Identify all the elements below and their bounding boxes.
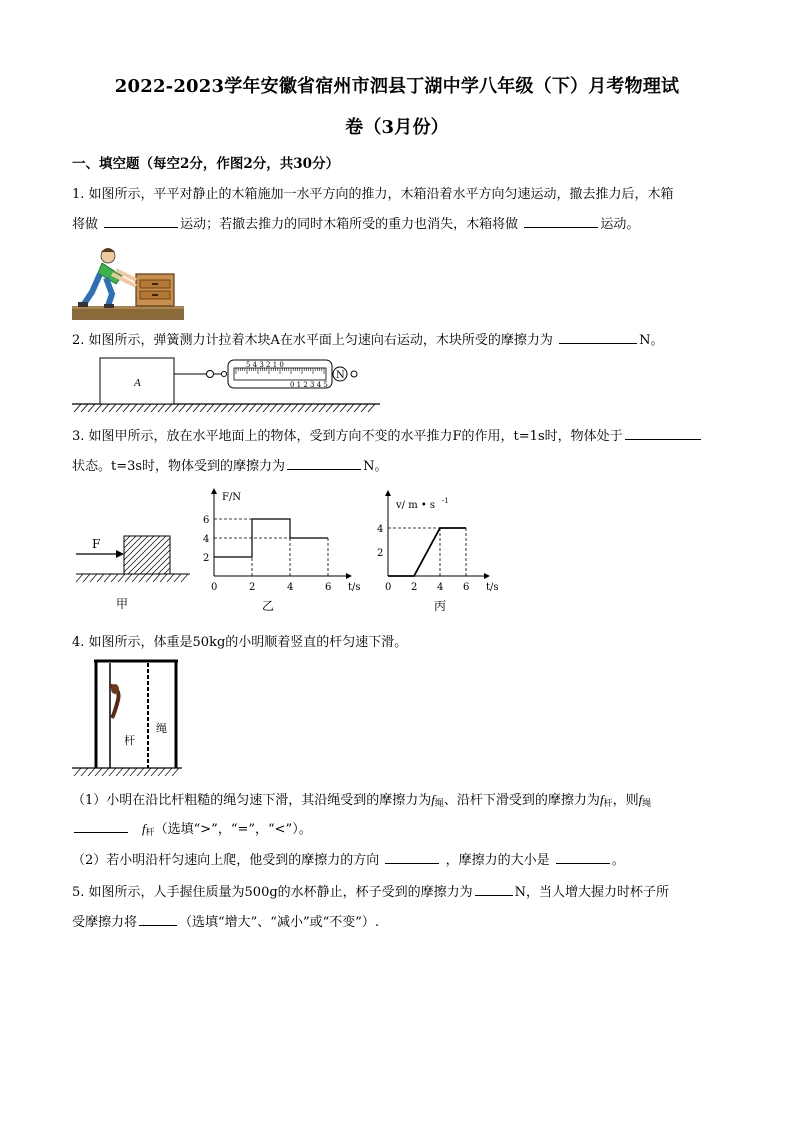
ground-hatch — [181, 574, 188, 582]
q3-fig-jia — [72, 530, 192, 614]
ground-hatch — [298, 404, 305, 412]
q3-line1: 3. 如图甲所示，放在水平地面上的物体，受到方向不变的水平推力F的作用，t=1s时，物体处于 — [72, 425, 703, 444]
y-tick-label: 2 — [377, 548, 384, 559]
ground-hatch — [284, 404, 291, 412]
x-tick-label: 6 — [463, 582, 470, 593]
ground-hatch — [90, 574, 97, 582]
scale-label-left: 5 4 3 2 1 0 — [246, 361, 284, 369]
newton-label: N — [336, 370, 345, 381]
ground-hatch — [102, 404, 109, 412]
ground-hatch — [97, 574, 104, 582]
x-axis-arrow — [484, 573, 490, 579]
ground-hatch — [214, 404, 221, 412]
x-tick-label: 2 — [249, 582, 256, 593]
ground-hatch — [109, 768, 116, 776]
ground-hatch — [270, 404, 277, 412]
ground-hatch — [130, 768, 137, 776]
ground-hatch — [111, 574, 118, 582]
ground-hatch — [88, 768, 95, 776]
x-tick-label: 0 — [385, 582, 392, 593]
ground-hatch — [158, 768, 165, 776]
ground-hatch — [81, 768, 88, 776]
ground-hatch — [340, 404, 347, 412]
ground-hatch — [153, 574, 160, 582]
ground-hatch — [116, 404, 123, 412]
answer-blank[interactable] — [625, 427, 701, 440]
chart-caption: 丙 — [434, 599, 447, 613]
caption-jia: 甲 — [116, 597, 129, 611]
y-axis-arrow — [211, 488, 217, 494]
ground-hatch — [76, 574, 83, 582]
ground-hatch — [305, 404, 312, 412]
x-tick-label: 4 — [287, 582, 294, 593]
q3-chart-bing — [372, 484, 512, 616]
ground-hatch — [172, 404, 179, 412]
ground-hatch — [207, 404, 214, 412]
ground-hatch — [137, 768, 144, 776]
ground-hatch — [174, 574, 181, 582]
x-axis-label: t/s — [486, 582, 499, 593]
answer-blank[interactable] — [385, 851, 439, 864]
q3-line2: 状态。t=3s时，物体受到的摩擦力为 N。 — [72, 459, 388, 474]
ground-hatch — [118, 574, 125, 582]
ground-hatch — [160, 574, 167, 582]
y-tick-label: 6 — [203, 515, 210, 526]
ground-hatch — [104, 574, 111, 582]
ground-hatch — [74, 768, 81, 776]
ground-hatch — [102, 768, 109, 776]
ground-hatch — [137, 404, 144, 412]
ground-hatch — [186, 404, 193, 412]
ground-hatch — [165, 404, 172, 412]
ground-hatch — [361, 404, 368, 412]
q5-line2: 受摩擦力将 （选填“增大”、“减小”或“不变”）. — [72, 915, 380, 930]
q3-chart-yi — [196, 484, 364, 616]
ground-hatch — [116, 768, 123, 776]
x-tick-label: 0 — [211, 582, 218, 593]
q4-p1-line2: $f_杆$（选填“>”，“=”，“<”）。 — [72, 818, 312, 838]
section-heading: 一、填空题（每空2分，作图2分，共30分） — [72, 156, 340, 172]
ground-hatch — [146, 574, 153, 582]
ground-hatch — [263, 404, 270, 412]
ground-hatch — [132, 574, 139, 582]
y-axis-label: v/ m • s — [396, 500, 436, 511]
ground-hatch — [200, 404, 207, 412]
answer-blank[interactable] — [139, 913, 177, 926]
ground-hatch — [167, 574, 174, 582]
x-tick-label: 4 — [437, 582, 444, 593]
ground-hatch — [165, 768, 172, 776]
y-tick-label: 2 — [203, 553, 210, 564]
q1-figure — [72, 240, 184, 320]
series-line — [388, 528, 466, 576]
x-tick-label: 2 — [411, 582, 418, 593]
ground-hatch — [193, 404, 200, 412]
ground-hatch — [249, 404, 256, 412]
ground-hatch — [151, 768, 158, 776]
ground-hatch — [95, 768, 102, 776]
page-title: 2022-2023学年安徽省宿州市泗县丁湖中学八年级（下）月考物理试 — [114, 76, 680, 97]
ground-hatch — [228, 404, 235, 412]
ground-hatch — [158, 404, 165, 412]
answer-blank[interactable] — [74, 820, 128, 833]
ground-hatch — [81, 404, 88, 412]
y-axis-label: F/N — [222, 492, 242, 503]
ground-hatch — [74, 404, 81, 412]
scale-label-right: 0 1 2 3 4 5 — [290, 381, 328, 389]
rope-label: 绳 — [156, 722, 167, 735]
answer-blank[interactable] — [475, 883, 513, 896]
y-tick-label: 4 — [203, 534, 210, 545]
y-tick-label: 4 — [377, 524, 384, 535]
chart-caption: 乙 — [262, 599, 275, 613]
answer-blank[interactable] — [524, 215, 598, 228]
ground-hatch — [88, 404, 95, 412]
ground-hatch — [256, 404, 263, 412]
ground-hatch — [125, 574, 132, 582]
q2-figure — [72, 352, 384, 414]
ground-hatch — [235, 404, 242, 412]
q4-p1-line1: （1）小明在沿比杆粗糙的绳匀速下滑，其沿绳受到的摩擦力为$f_绳$、沿杆下滑受到的摩擦力为$f_杆$，则$f_绳$ — [72, 792, 652, 809]
ground-hatch — [277, 404, 284, 412]
x-axis-arrow — [346, 573, 352, 579]
q4-line1: 4. 如图所示，体重是50kg的小明顺着竖直的杆匀速下滑。 — [72, 635, 408, 650]
block-a-label: A — [134, 377, 141, 389]
q4-p2: （2）若小明沿杆匀速向上爬，他受到的摩擦力的方向 ，摩擦力的大小是 。 — [72, 853, 625, 868]
answer-blank[interactable] — [559, 331, 637, 344]
q4-figure — [72, 656, 184, 776]
ground-hatch — [139, 574, 146, 582]
answer-blank[interactable] — [556, 851, 610, 864]
ground-hatch — [333, 404, 340, 412]
ground-hatch — [291, 404, 298, 412]
ground-hatch — [354, 404, 361, 412]
ground-hatch — [221, 404, 228, 412]
ground-hatch — [179, 404, 186, 412]
ground-hatch — [368, 404, 375, 412]
answer-blank[interactable] — [104, 215, 178, 228]
ground-hatch — [326, 404, 333, 412]
y-axis-label-sup: -1 — [442, 497, 449, 505]
ground-hatch — [172, 768, 179, 776]
y-axis-arrow — [385, 490, 391, 496]
ground-hatch — [151, 404, 158, 412]
x-axis-label: t/s — [348, 582, 361, 593]
ground-hatch — [130, 404, 137, 412]
page-title-cont: 卷（3月份） — [345, 117, 449, 138]
answer-blank[interactable] — [287, 457, 361, 470]
ground-hatch — [123, 404, 130, 412]
q1-line1: 1. 如图所示，平平对静止的木箱施加一水平方向的推力，木箱沿着水平方向匀速运动，撤去推力后，木箱 — [72, 187, 674, 202]
force-label: F — [92, 537, 101, 551]
ground-hatch — [347, 404, 354, 412]
q2-line: 2. 如图所示，弹簧测力计拉着木块A在水平面上匀速向右运动，木块所受的摩擦力为 N。 — [72, 333, 664, 348]
pole-label: 杆 — [124, 734, 135, 747]
x-tick-label: 6 — [325, 582, 332, 593]
ground-hatch — [144, 404, 151, 412]
ground-hatch — [242, 404, 249, 412]
ground-hatch — [123, 768, 130, 776]
ground-hatch — [95, 404, 102, 412]
ground-hatch — [144, 768, 151, 776]
q5-line1: 5. 如图所示，人手握住质量为500g的水杯静止，杯子受到的摩擦力为 N，当人增大握力时杯子所 — [72, 885, 670, 900]
ground-hatch — [319, 404, 326, 412]
ground-hatch — [109, 404, 116, 412]
q1-line2: 将做 运动；若撤去推力的同时木箱所受的重力也消失，木箱将做 运动。 — [72, 217, 640, 232]
ground-hatch — [312, 404, 319, 412]
ground-hatch — [83, 574, 90, 582]
